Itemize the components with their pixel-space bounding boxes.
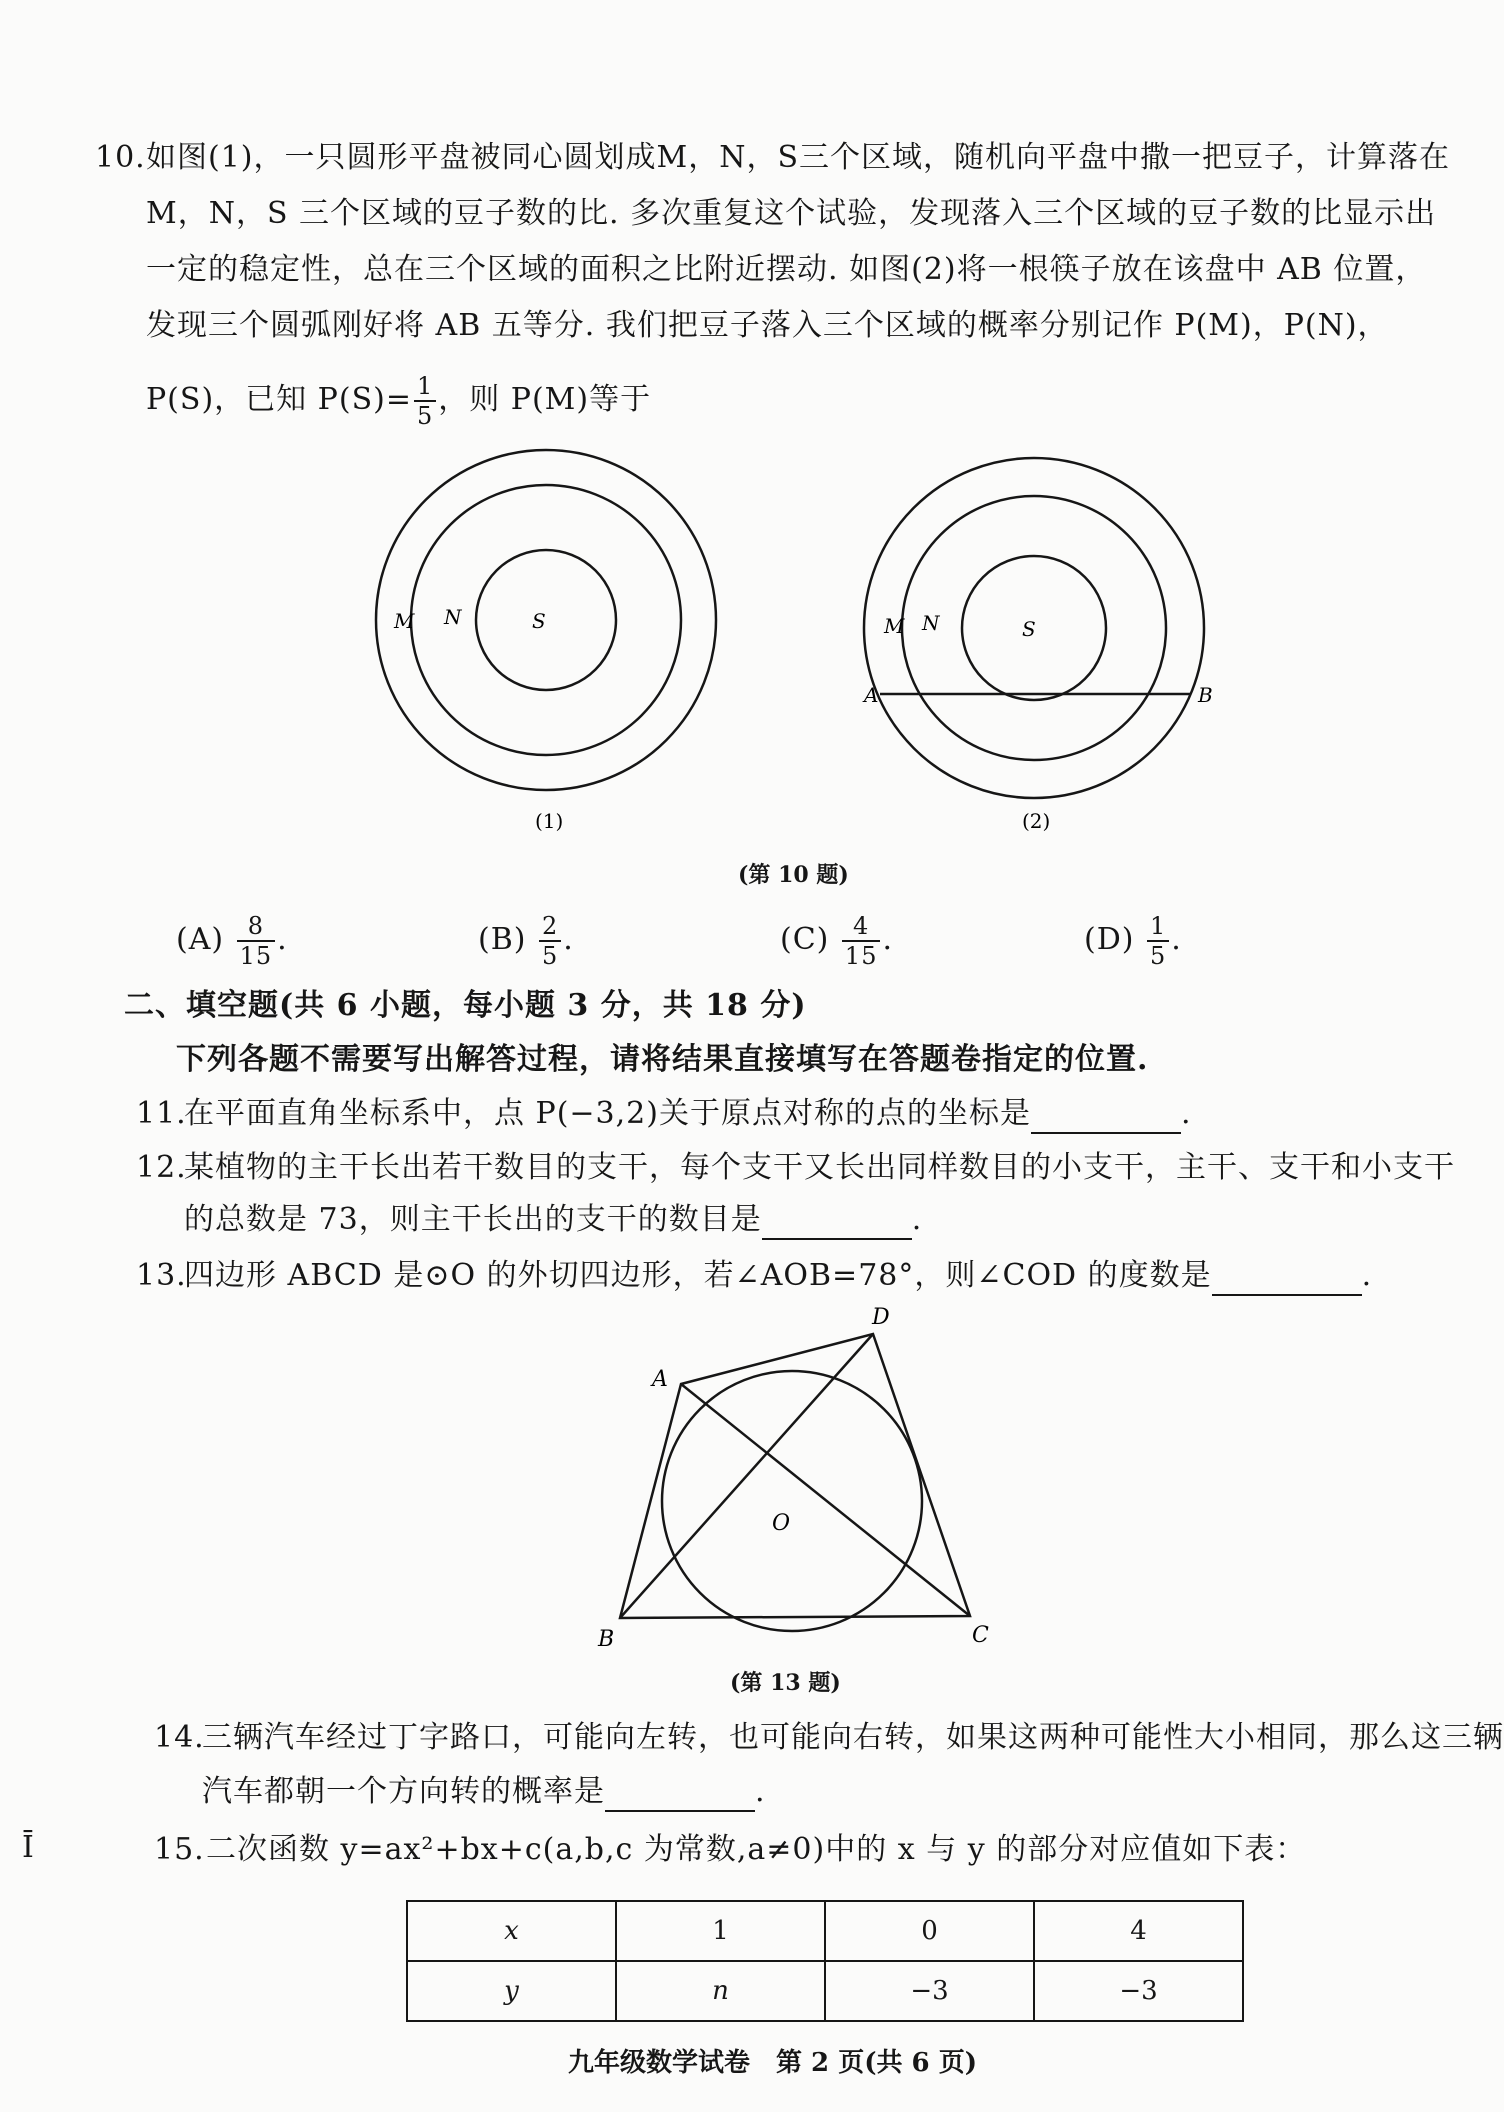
q15-text: 二次函数 y=ax²+bx+c(a,b,c 为常数,a≠0)中的 x 与 y 的部分对应值如下表： — [206, 1832, 1307, 1867]
option-d-label: (D) — [1084, 922, 1135, 957]
q12-line-1: 某植物的主干长出若干数目的支干，每个支干又长出同样数目的小支干，主干、支干和小支干 — [184, 1150, 1455, 1185]
option-c-label: (C) — [780, 922, 830, 957]
q10-figure-caption: (第 10 题) — [738, 862, 849, 888]
section-2-heading: 二、填空题(共 6 小题，每小题 3 分，共 18 分) — [124, 988, 807, 1023]
q10-number: 10. — [95, 140, 146, 175]
fig1-outer-circle — [376, 450, 716, 790]
q10-option-b: (B) $\frac{2}{5}$ . — [478, 912, 574, 970]
q13-label-c: C — [972, 1623, 989, 1648]
fig1-inner-circle — [476, 550, 616, 690]
fig2-label-a: A — [864, 683, 879, 707]
table-cell: n — [616, 1961, 825, 2021]
fig2-label-b: B — [1198, 683, 1213, 707]
q12-line-2: 的总数是 73，则主干长出的支干的数目是 . — [184, 1200, 922, 1240]
q13-figure-caption: (第 13 题) — [730, 1670, 841, 1696]
page-footer: 九年级数学试卷 第 2 页(共 6 页) — [568, 2048, 977, 2078]
table-cell: 4 — [1034, 1901, 1243, 1961]
q15-value-table — [406, 1900, 1244, 2022]
q13-number: 13. — [136, 1258, 187, 1293]
fig1-label-n: N — [444, 605, 462, 629]
q14-answer-blank — [605, 1780, 755, 1812]
option-b-den: 5 — [542, 942, 559, 970]
q10-option-d: (D) $\frac{1}{5}$ . — [1084, 912, 1182, 970]
q11-number: 11. — [136, 1096, 187, 1131]
margin-mark: Ī — [22, 1830, 35, 1865]
section-2-instruction: 下列各题不需要写出解答过程，请将结果直接填写在答题卷指定的位置. — [176, 1042, 1149, 1077]
option-d-fraction — [1147, 912, 1169, 970]
table-row-y — [407, 1961, 1243, 2021]
q10-figures — [360, 470, 1213, 850]
option-b-num: 2 — [539, 912, 561, 942]
fig2-label-s: S — [1022, 617, 1036, 641]
q10-fraction-den: 5 — [416, 402, 434, 430]
table-cell: −3 — [1034, 1961, 1243, 2021]
q13-label-b: B — [598, 1627, 615, 1652]
q12-number: 12. — [136, 1150, 187, 1185]
table-cell: 1 — [616, 1901, 825, 1961]
q10-line-4: 发现三个圆弧刚好将 AB 五等分. 我们把豆子落入三个区域的概率分别记作 P(M)，P(N)， — [146, 308, 1389, 343]
table-row-x — [407, 1901, 1243, 1961]
fig1-label-m: M — [394, 609, 415, 633]
q13-answer-blank — [1212, 1264, 1362, 1296]
option-b-fraction — [539, 912, 561, 970]
q14-line-1: 三辆汽车经过丁字路口，可能向左转，也可能向右转，如果这两种可能性大小相同，那么这三辆 — [202, 1720, 1504, 1755]
option-a-den: 15 — [239, 942, 273, 970]
q10-line-5-b: ，则 P(M)等于 — [438, 382, 652, 417]
q12-text: 的总数是 73，则主干长出的支干的数目是 — [184, 1202, 762, 1237]
option-c-den: 15 — [844, 942, 878, 970]
q11-line: 在平面直角坐标系中，点 P(−3,2)关于原点对称的点的坐标是 . — [184, 1094, 1192, 1134]
q10-fraction — [414, 372, 436, 430]
table-cell: 0 — [825, 1901, 1034, 1961]
q13-label-o: O — [772, 1511, 791, 1536]
q13-incircle — [662, 1371, 922, 1631]
q13-line: 四边形 ABCD 是⊙O 的外切四边形，若∠AOB=78°，则∠COD 的度数是 . — [184, 1256, 1372, 1296]
fig2-label-m: M — [884, 614, 905, 638]
fig2-label-n: N — [922, 611, 940, 635]
q10-line-5 — [146, 372, 651, 430]
q13-figure — [580, 1300, 1020, 1660]
q13-text: 四边形 ABCD 是⊙O 的外切四边形，若∠AOB=78°，则∠COD 的度数是 — [184, 1258, 1212, 1293]
option-c-num: 4 — [842, 912, 881, 942]
q10-line-3: 一定的稳定性，总在三个区域的面积之比附近摆动. 如图(2)将一根筷子放在该盘中 AB 位置， — [146, 252, 1427, 287]
q10-figure-1 — [376, 450, 716, 790]
q10-fraction-num: 1 — [414, 372, 436, 402]
fig1-caption: (1) — [535, 809, 564, 833]
q11-text: 在平面直角坐标系中，点 P(−3,2)关于原点对称的点的坐标是 — [184, 1096, 1031, 1131]
option-a-num: 8 — [237, 912, 276, 942]
q11-answer-blank — [1031, 1102, 1181, 1134]
q10-option-a: (A) $\frac{8}{15}$ . — [176, 912, 288, 970]
q10-option-c: (C) $\frac{4}{15}$ . — [780, 912, 894, 970]
q13-label-d: D — [872, 1305, 890, 1330]
q14-line-2: 汽车都朝一个方向转的概率是 . — [202, 1772, 766, 1812]
q12-answer-blank — [762, 1208, 912, 1240]
fig1-label-s: S — [532, 609, 546, 633]
q15-number: 15. — [154, 1832, 205, 1867]
q10-line-2: M，N，S 三个区域的豆子数的比. 多次重复这个试验，发现落入三个区域的豆子数的比显示出 — [146, 196, 1437, 231]
q10-line-1: 如图(1)，一只圆形平盘被同心圆划成M，N，S三个区域，随机向平盘中撒一把豆子，计算落在 — [146, 140, 1451, 175]
table-cell: y — [407, 1961, 616, 2021]
table-cell: −3 — [825, 1961, 1034, 2021]
q10-line-5-a: P(S)，已知 P(S)= — [146, 382, 412, 417]
option-a-fraction — [237, 912, 276, 970]
option-d-den: 5 — [1150, 942, 1167, 970]
q13-label-a: A — [652, 1367, 668, 1392]
q14-number: 14. — [154, 1720, 205, 1755]
table-cell: x — [407, 1901, 616, 1961]
q14-text: 汽车都朝一个方向转的概率是 — [202, 1774, 605, 1809]
option-a-label: (A) — [176, 922, 225, 957]
option-d-num: 1 — [1147, 912, 1169, 942]
fig2-caption: (2) — [1022, 809, 1051, 833]
option-c-fraction — [842, 912, 881, 970]
option-b-label: (B) — [478, 922, 527, 957]
